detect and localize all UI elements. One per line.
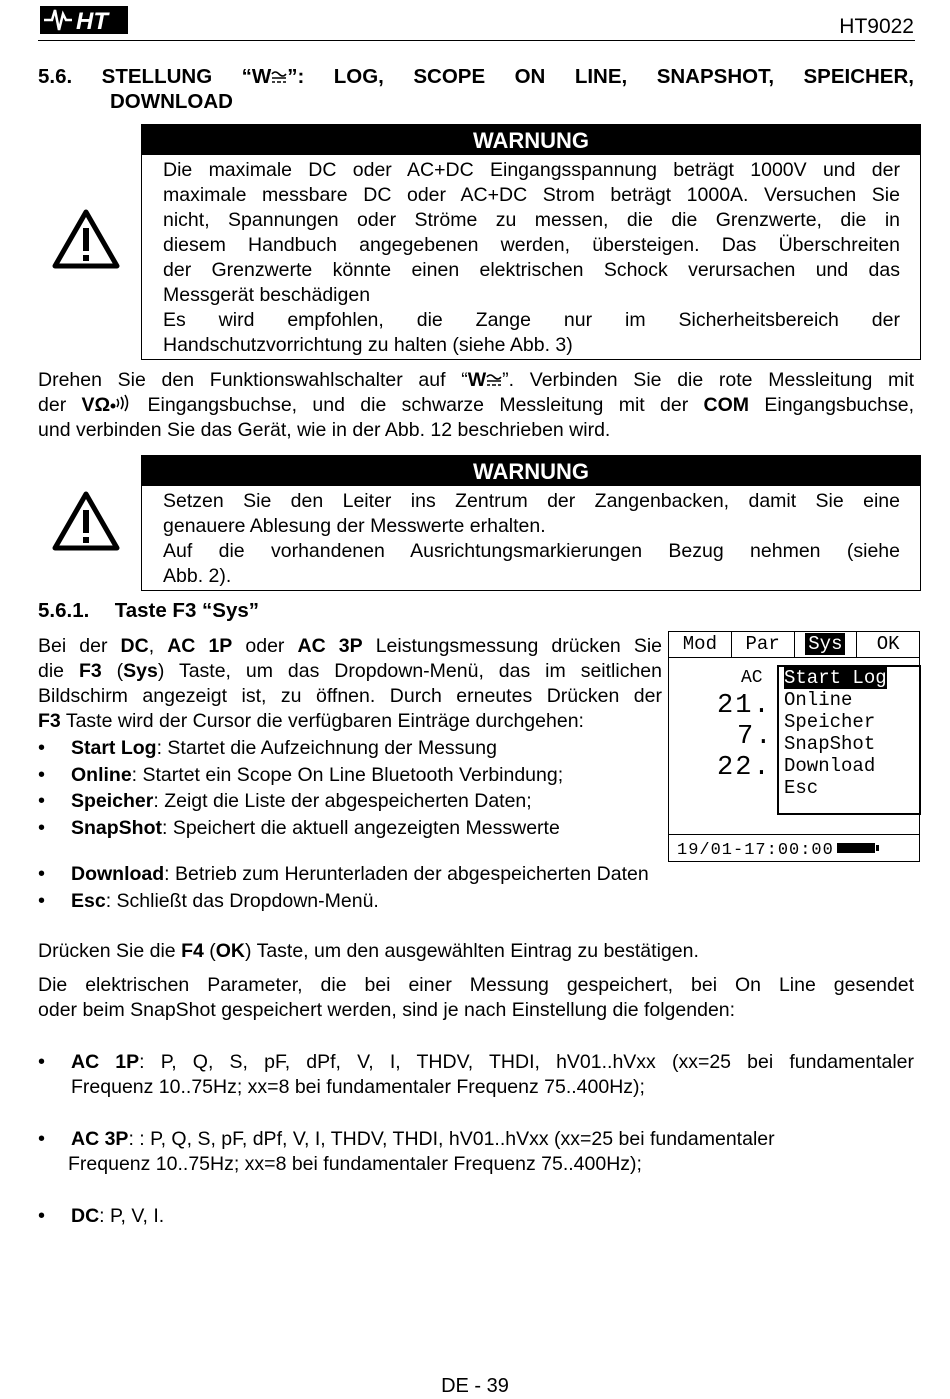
list-item: • SnapShot: Speichert die aktuell angezeigten Messwerte (38, 816, 662, 841)
sys-paragraph (38, 634, 662, 841)
device-screen (668, 631, 920, 862)
parameters-paragraph (38, 973, 914, 1023)
title-word: “W ”: (241, 65, 305, 88)
warning-text (142, 486, 920, 589)
title-word: ON (514, 65, 546, 88)
title-word: SCOPE (413, 65, 486, 88)
title-word: SNAPSHOT, (656, 65, 775, 88)
title-word: SPEICHER, (803, 65, 914, 88)
mode-label: AC (741, 668, 763, 688)
menu-item-download: Download (784, 755, 876, 777)
confirm-paragraph: Drücken Sie die F4 (OK) Taste, um den ausgewählten Eintrag zu bestätigen. (38, 940, 699, 962)
intro-line: Drehen Sie den Funktionswahlschalter auf “W ”. Verbinden Sie die rote Messleitung mit (38, 369, 914, 391)
subsection-number: 5.6.1. (38, 599, 90, 622)
list-item: • Start Log: Startet die Aufzeichnung der Messung (38, 736, 662, 761)
datetime: 19/01-17:00:00 (677, 841, 834, 860)
warning-box (141, 455, 921, 591)
menu-item-snapshot: SnapShot (784, 733, 876, 755)
paragraph-line: oder beim SnapShot gespeichert werden, sind je nach Einstellung die folgenden: (38, 999, 736, 1021)
section-title-line2: DOWNLOAD (110, 90, 233, 113)
section-title (38, 64, 914, 114)
parameters-list (38, 1127, 914, 1177)
continuity-sound-icon (110, 394, 132, 412)
paragraph-line: F3 Taste wird der Cursor die verfügbaren Einträge durchgehen: (38, 710, 584, 732)
paragraph-line: die F3 (Sys) Taste, um das Dropdown-Menü, das im seitlichen (38, 660, 662, 682)
warning-triangle-icon (52, 490, 120, 552)
model-name: HT9022 (839, 15, 914, 38)
subsection-title (38, 598, 259, 623)
paragraph-line: Die elektrischen Parameter, die bei einer Messung gespeichert, bei On Line gesendet (38, 974, 914, 996)
list-item: • Online: Startet ein Scope On Line Bluetooth Verbindung; (38, 763, 662, 788)
warning-line: maximale messbare DC oder AC+DC Strom beträgt 1000A. Versuchen Sie (163, 184, 900, 206)
ht-logo (40, 2, 128, 38)
intro-line: und verbinden Sie das Gerät, wie in der Abb. 12 beschrieben wird. (38, 419, 611, 441)
warning-line: diesem Handbuch angegebenen werden, übersteigen. Das Überschreiten (163, 234, 900, 256)
warning-text (142, 155, 920, 358)
list-item: • AC 1P: P, Q, S, pF, dPf, V, I, THDV, THDI, hV01..hVxx (xx=25 bei fundamentaler Frequenz 10..75Hz; xx=8 bei fundamentaler Frequenz 75..400Hz); (38, 1050, 914, 1100)
warning-box (141, 124, 921, 360)
header-rule (38, 40, 915, 41)
intro-paragraph (38, 368, 914, 443)
warning-line: Die maximale DC oder AC+DC Eingangsspannung beträgt 1000V und der (163, 159, 900, 181)
softkey-bar (669, 632, 919, 658)
logo-text: HT (76, 8, 108, 35)
reading-value: 7. (737, 722, 774, 752)
reading-value: 22. (717, 753, 772, 783)
battery-icon (837, 843, 875, 853)
menu-item-esc: Esc (784, 777, 819, 799)
warning-title: WARNUNG (142, 456, 920, 486)
sys-dropdown-menu (777, 665, 921, 815)
tab-par: Par (732, 632, 795, 657)
status-bar (669, 834, 919, 862)
warning-line: Setzen Sie den Leiter ins Zentrum der Zangenbacken, damit Sie eine (163, 490, 900, 512)
section-number: 5.6. (38, 65, 73, 88)
tab-mod: Mod (669, 632, 732, 657)
ac-dc-symbol-icon (271, 70, 287, 84)
warning-line: Es wird empfohlen, die Zange nur im Sicherheitsbereich der (163, 309, 900, 331)
parameters-list (38, 1204, 914, 1229)
warning-line: Messgerät beschädigen (163, 284, 371, 306)
parameters-list (38, 1050, 914, 1100)
subsection-name: Taste F3 “Sys” (114, 599, 260, 622)
menu-item-speicher: Speicher (784, 711, 876, 733)
page-number: DE - 39 (441, 1375, 509, 1397)
list-item: • Download: Betrieb zum Herunterladen der abgespeicherten Daten (38, 862, 738, 887)
warning-line: nicht, Spannungen oder Ströme zu messen, die die Grenzwerte, die in (163, 209, 900, 231)
list-item: • DC: P, V, I. (38, 1204, 914, 1229)
warning-triangle-icon (52, 208, 120, 270)
title-word: LOG, (333, 65, 384, 88)
title-word: LINE, (574, 65, 628, 88)
ac-dc-symbol-icon (486, 373, 502, 387)
list-item: • AC 3P: : P, Q, S, pF, dPf, V, I, THDV, THDI, hV01..hVxx (xx=25 bei fundamentaler Frequenz 10..75Hz; xx=8 bei fundamentaler Frequenz 75..400Hz); (38, 1127, 914, 1177)
list-item: • Esc: Schließt das Dropdown-Menü. (38, 889, 738, 914)
menu-bullet-list (38, 862, 738, 914)
warning-line: Auf die vorhandenen Ausrichtungsmarkierungen Bezug nehmen (siehe (163, 540, 900, 562)
menu-item-start-log: Start Log (784, 667, 887, 689)
title-word: STELLUNG (101, 65, 213, 88)
reading-value: 21. (717, 691, 772, 721)
warning-line: Abb. 2). (163, 565, 232, 587)
paragraph-line: Bildschirm angezeigt ist, zu öffnen. Durch erneutes Drücken der (38, 685, 662, 707)
intro-line: der VΩ Eingangsbuchse, und die schwarze Messleitung mit der COM Eingangsbuchse, (38, 394, 914, 416)
menu-item-online: Online (784, 689, 853, 711)
menu-bullet-list (38, 736, 662, 841)
warning-title: WARNUNG (142, 125, 920, 155)
paragraph-line: Bei der DC, AC 1P oder AC 3P Leistungsmessung drücken Sie (38, 635, 663, 657)
warning-line: Handschutzvorrichtung zu halten (siehe Abb. 3) (163, 334, 573, 356)
warning-line: genauere Ablesung der Messwerte erhalten. (163, 515, 546, 537)
list-item: • Speicher: Zeigt die Liste der abgespeicherten Daten; (38, 789, 662, 814)
tab-ok: OK (876, 633, 900, 655)
tab-sys: Sys (795, 632, 858, 657)
warning-line: der Grenzwerte könnte einen elektrischen Schock verursachen und das (163, 259, 900, 281)
